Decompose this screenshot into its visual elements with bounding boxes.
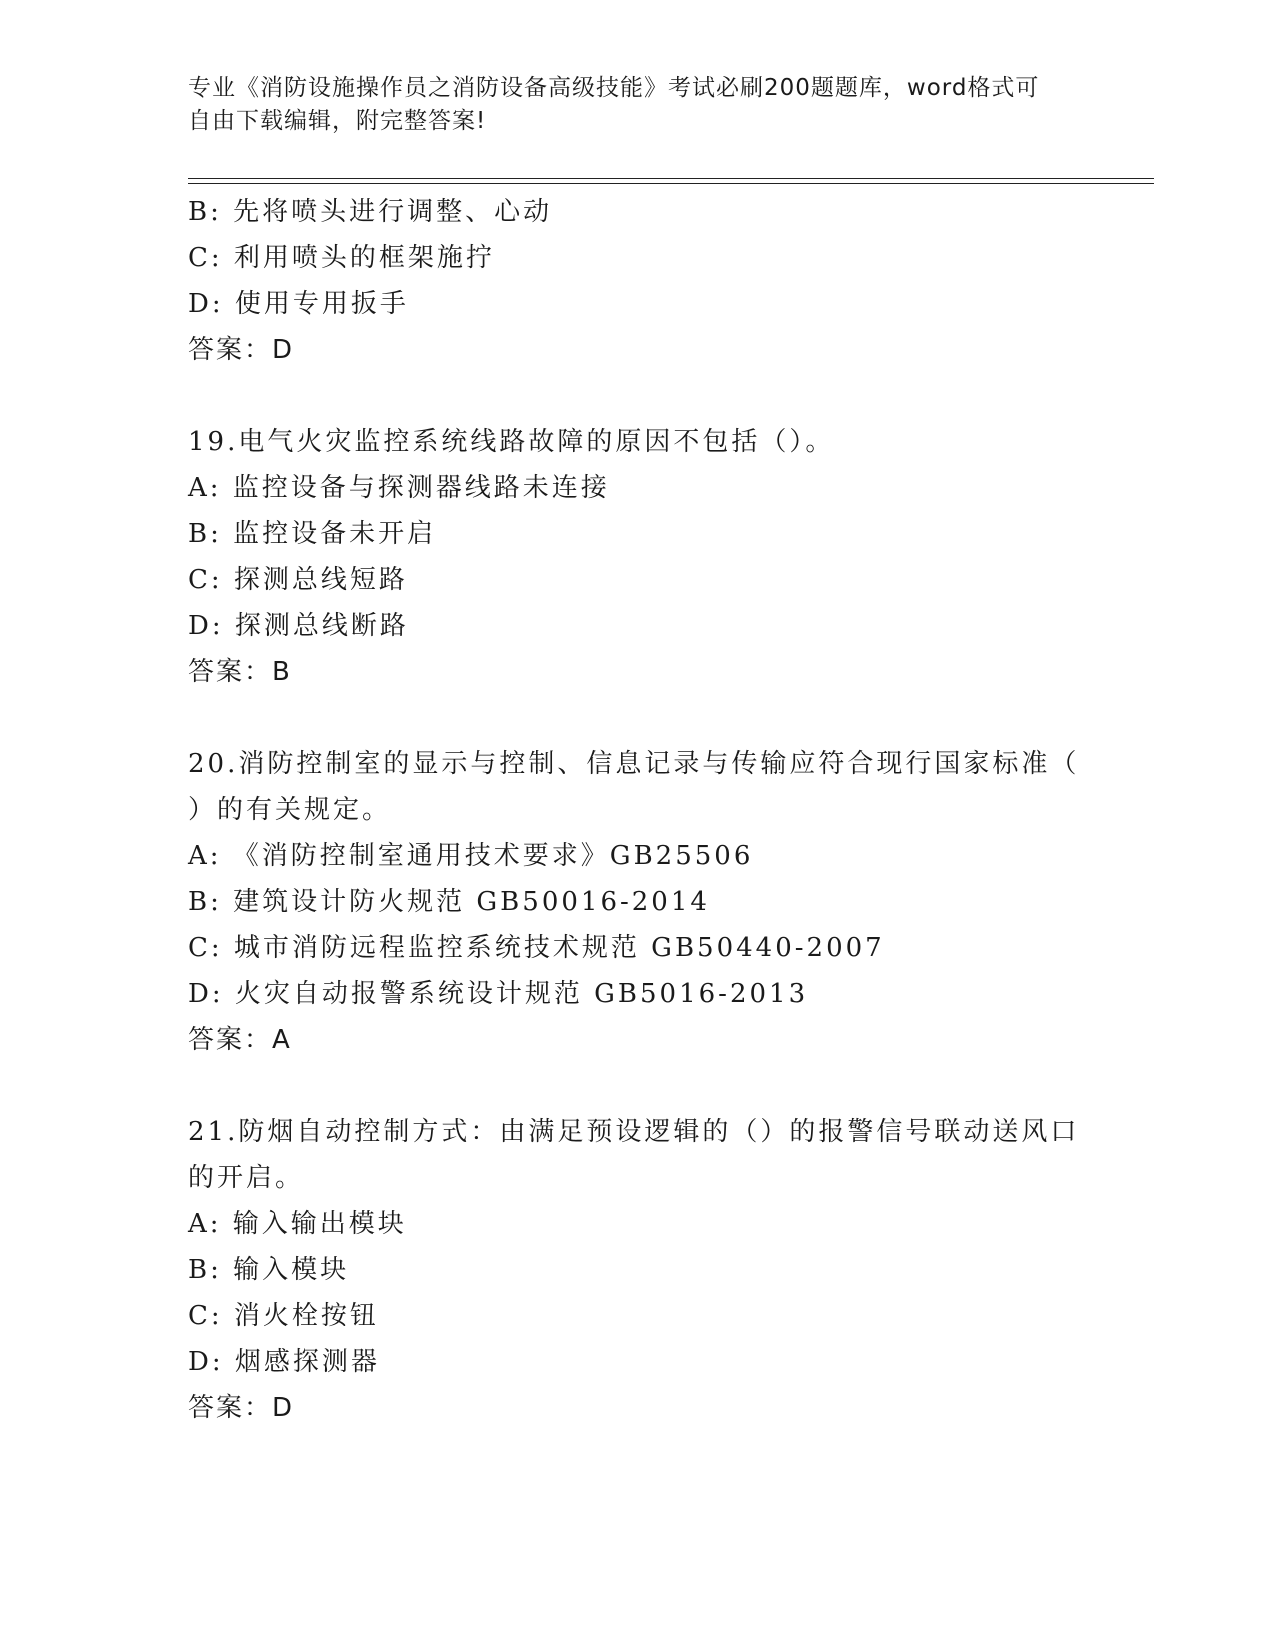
header-divider-top <box>188 178 1154 179</box>
question-19 <box>188 419 1088 695</box>
question-list <box>188 189 1088 1431</box>
option-d: D: 烟感探测器 <box>188 1347 380 1377</box>
option-c: C: 消火栓按钮 <box>188 1301 379 1331</box>
option-a: A: 监控设备与探测器线路未连接 <box>188 473 610 503</box>
spacer <box>188 373 1088 419</box>
option-d: D: 火灾自动报警系统设计规范 GB5016-2013 <box>188 979 809 1009</box>
answer-line: 答案：D <box>188 1393 295 1423</box>
answer-line: 答案：B <box>188 657 292 687</box>
option-c: C: 城市消防远程监控系统技术规范 GB50440-2007 <box>188 933 885 963</box>
question-20 <box>188 741 1088 1063</box>
header-divider-bottom <box>188 183 1154 184</box>
option-b: B: 输入模块 <box>188 1255 350 1285</box>
option-a: A: 《消防控制室通用技术要求》GB25506 <box>188 841 754 871</box>
option-c: C: 探测总线短路 <box>188 565 408 595</box>
question-stem: 20.消防控制室的显示与控制、信息记录与传输应符合现行国家标准（ <box>188 749 1080 779</box>
option-a: A: 输入输出模块 <box>188 1209 407 1239</box>
question-stem: 19.电气火灾监控系统线路故障的原因不包括（）。 <box>188 427 835 457</box>
answer-line: 答案：A <box>188 1025 292 1055</box>
question-stem-continued: 的开启。 <box>188 1163 305 1193</box>
answer-line: 答案：D <box>188 335 295 365</box>
option-b: B: 先将喷头进行调整、心动 <box>188 197 553 227</box>
spacer <box>188 695 1088 741</box>
question-stem: 21.防烟自动控制方式：由满足预设逻辑的（）的报警信号联动送风口 <box>188 1117 1080 1147</box>
option-c: C: 利用喷头的框架施拧 <box>188 243 495 273</box>
question-partial <box>188 189 1088 373</box>
option-d: D: 探测总线断路 <box>188 611 409 641</box>
document-header <box>188 72 1088 138</box>
header-title-line-2: 自由下载编辑，附完整答案! <box>188 108 487 134</box>
question-stem-continued: ）的有关规定。 <box>188 795 392 825</box>
question-21 <box>188 1109 1088 1431</box>
spacer <box>188 1063 1088 1109</box>
option-d: D: 使用专用扳手 <box>188 289 409 319</box>
option-b: B: 监控设备未开启 <box>188 519 437 549</box>
option-b: B: 建筑设计防火规范 GB50016-2014 <box>188 887 710 917</box>
header-title-line-1: 专业《消防设施操作员之消防设备高级技能》考试必刷200题题库，word格式可 <box>188 75 1040 101</box>
